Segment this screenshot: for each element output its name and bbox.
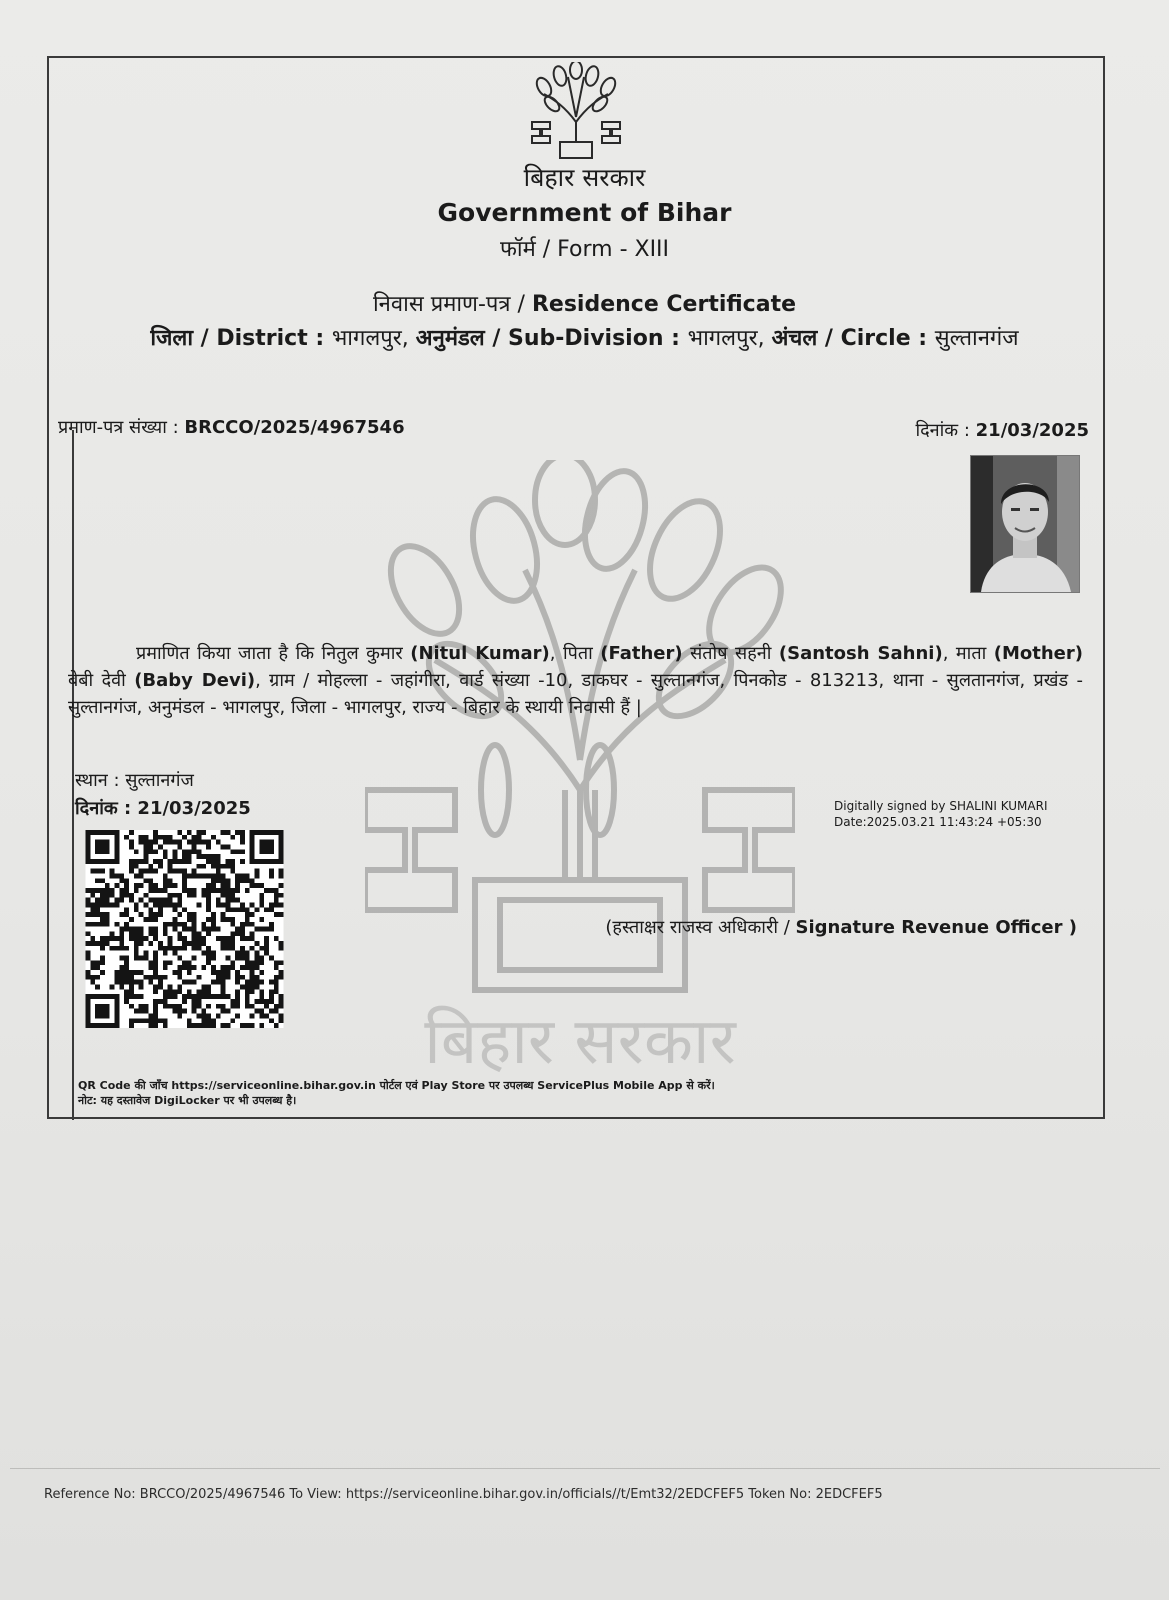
subdivision-label: अनुमंडल / Sub-Division : [415, 326, 688, 351]
bihar-emblem-logo [530, 62, 622, 162]
subdivision-value: भागलपुर, [687, 326, 772, 351]
certificate-title-hindi: निवास प्रमाण-पत्र / [372, 292, 532, 317]
digilocker-note: नोट: यह दस्तावेज DigiLocker पर भी उपलब्ध है। [78, 1094, 297, 1107]
issue-date: दिनांक : 21/03/2025 [75, 798, 251, 819]
mother-tag: (Mother) [993, 643, 1083, 664]
certificate-date-value: 21/03/2025 [975, 420, 1089, 441]
certificate-inner-border-bottom [72, 1117, 1105, 1119]
certificate-number [58, 415, 405, 439]
mother-name-en: (Baby Devi) [134, 670, 256, 691]
header-title-hindi: बिहार सरकार [523, 163, 646, 192]
signature-label-hindi: (हस्ताक्षर राजस्व अधिकारी / [605, 917, 796, 938]
father-name-en: (Santosh Sahni) [778, 643, 943, 664]
signature-label [605, 915, 1077, 939]
father-tag: (Father) [600, 643, 683, 664]
verification-notes [78, 1078, 715, 1108]
district-label: जिला / District : [150, 326, 332, 351]
certificate-date-label: दिनांक : [915, 420, 976, 441]
bihar-emblem-watermark [365, 460, 795, 1080]
certificate-title-english: Residence Certificate [531, 292, 797, 317]
issue-place: स्थान : सुल्तानगंज [75, 770, 194, 791]
signature-label-english: Signature Revenue Officer ) [795, 917, 1077, 938]
digital-signature-date: Date:2025.03.21 11:43:24 +05:30 [834, 815, 1042, 829]
certificate-number-label: प्रमाण-पत्र संख्या : [58, 417, 185, 438]
district-value: भागलपुर, [331, 326, 416, 351]
watermark-text: बिहार सरकार [424, 1005, 736, 1079]
qr-verification-note: QR Code की जाँच https://serviceonline.bihar.gov.in पोर्टल एवं Play Store पर उपलब्ध ServicePlus Mobile App से करें। [78, 1079, 715, 1092]
jurisdiction-line [0, 322, 1169, 352]
verification-qr-code[interactable] [82, 830, 287, 1028]
circle-label: अंचल / Circle : [771, 326, 935, 351]
footer-divider [10, 1468, 1160, 1469]
digital-signature-signer: Digitally signed by SHALINI KUMARI [834, 799, 1048, 813]
applicant-name-en: (Nitul Kumar) [410, 643, 550, 664]
certificate-number-value: BRCCO/2025/4967546 [184, 417, 405, 438]
circle-value: सुल्तानगंज [934, 326, 1019, 351]
footer-reference: Reference No: BRCCO/2025/4967546 To View: https://serviceonline.bihar.gov.in/officials//t/Emt32/2EDCFEF5 Token No: 2EDCFEF5 [44, 1487, 883, 1502]
form-label: फॉर्म / Form - XIII [499, 237, 670, 262]
certificate-date [915, 418, 1089, 442]
header-title-english: Government of Bihar [437, 198, 732, 227]
applicant-photo [970, 455, 1080, 593]
certificate-body-text: प्रमाणित किया जाता है कि नितुल कुमार (Nitul Kumar), पिता (Father) संतोष सहनी (Santosh Sahni), माता (Mother) बेबी देवी (Baby Devi), ग्राम / मोहल्ला - जहांगीरा, वार्ड संख्या -10, डाकघर - सुल्तानगंज, पिनकोड - 813213, थाना - सुलतानगंज, प्रखंड - सुल्तानगंज, अनुमंडल - भागलपुर, जिला - भागलपुर, राज्य - बिहार के स्थायी निवासी हैं | [68, 643, 1083, 718]
digital-signature-block [834, 798, 1048, 830]
certificate-title [0, 288, 1169, 318]
certificate-inner-border-left [72, 430, 74, 1120]
